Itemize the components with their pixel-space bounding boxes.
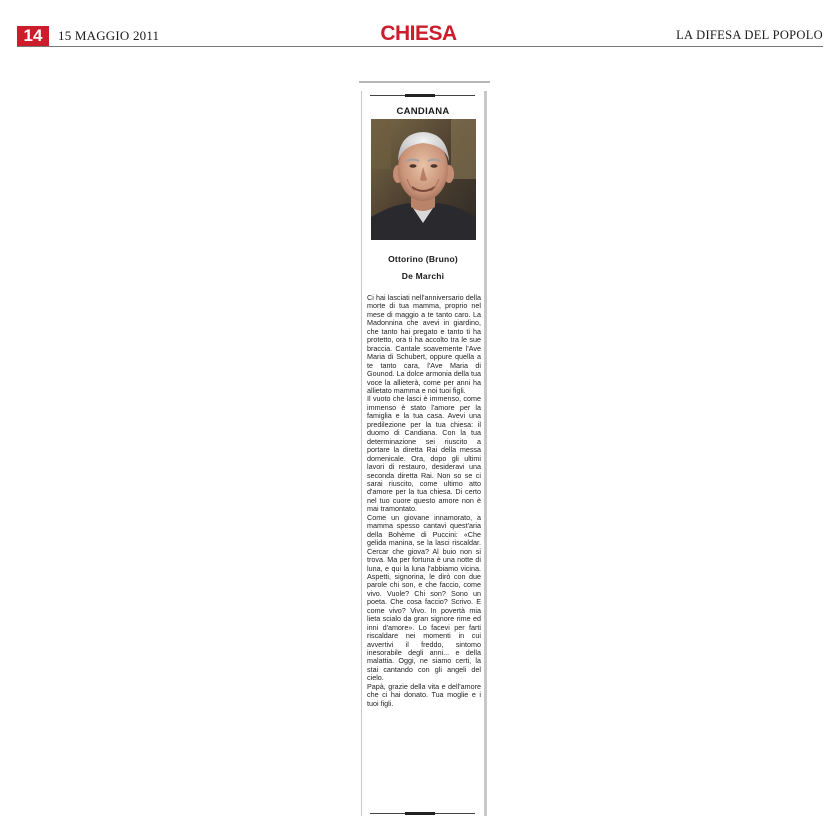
frame-top-bar xyxy=(370,95,475,96)
issue-date: 15 MAGGIO 2011 xyxy=(58,28,160,43)
header-divider xyxy=(17,46,823,47)
frame-bottom-bar xyxy=(370,813,475,814)
section-title: CHIESA xyxy=(380,22,457,45)
deceased-name-last: De Marchi xyxy=(401,271,445,281)
page-header xyxy=(0,0,837,46)
obituary-paragraph: Il vuoto che lasci è immenso, come immenso è stato l'amore per la famiglia e la tua casa. Avevi una predilezione per la tua chiesa: il duomo di Candiana. Con la tua determinazione sei riuscito a portare la diretta Rai della messa domenicale. Ora, dopo gli ultimi lavori di restauro, desideravi una seconda diretta Rai. Non so se ci sarai riuscito, come ultimo atto d'amore per la tua chiesa. Di certo nel tuo cuore questo amore non è mai tramontato. xyxy=(367,394,481,514)
obituary-paragraph: Papà, grazie della vita e dell'amore che ci hai donato. Tua moglie e i tuoi figli. xyxy=(367,681,481,708)
obituary-paragraph: Come un giovane innamorato, a mamma spesso cantavi quest'aria della Bohème di Puccini: «Che gelida manina, se la lasci riscaldar. Cercar che giova? Al buio non si trova. Ma per fortuna è una notte di luna, e qui la luna l'abbiamo vicina. Aspetti, signorina, le dirò con due parole chi son, e che faccio, come vivo. Vuole? Chi son? Sono un poeta. Che cosa faccio? Scrivo. E come vivo? Vivo. In povertà mia lieta scialo da gran signore rime ed inni d'amore». Lo facevi per farti riscaldare nei momenti in cui avvertivi il freddo, sintomo inesorabile degli anni... e della malattia. Oggi, ne siamo certi, la stai cantando con gli angeli del cielo. xyxy=(367,512,481,683)
obituary-notice xyxy=(359,81,490,816)
obituary-paragraph: Ci hai lasciati nell'anniversario della morte di tua mamma, proprio nel mese di maggio a te tanto caro. La Madonnina che avevi in giardino, che tanto hai pregato e tanto ti ha protetto, ora ti ha accolto tra le sue braccia. Cantale soavemente l'Ave Maria di Schubert, oppure quella a te tanto cara, l'Ave Maria di Gounod. La dolce armonia della tua voce la allieterà, come per anni ha allietato mamma e noi tuoi figli. xyxy=(367,293,481,395)
deceased-name-first: Ottorino (Bruno) xyxy=(388,254,458,264)
publication-name: LA DIFESA DEL POPOLO xyxy=(676,28,823,42)
obituary-top-rule xyxy=(359,81,490,83)
page-number: 14 xyxy=(17,26,49,46)
portrait-photo-icon xyxy=(371,119,476,240)
obituary-place: CANDIANA xyxy=(396,106,450,117)
obituary-text xyxy=(367,294,481,708)
obituary-frame xyxy=(361,91,487,816)
